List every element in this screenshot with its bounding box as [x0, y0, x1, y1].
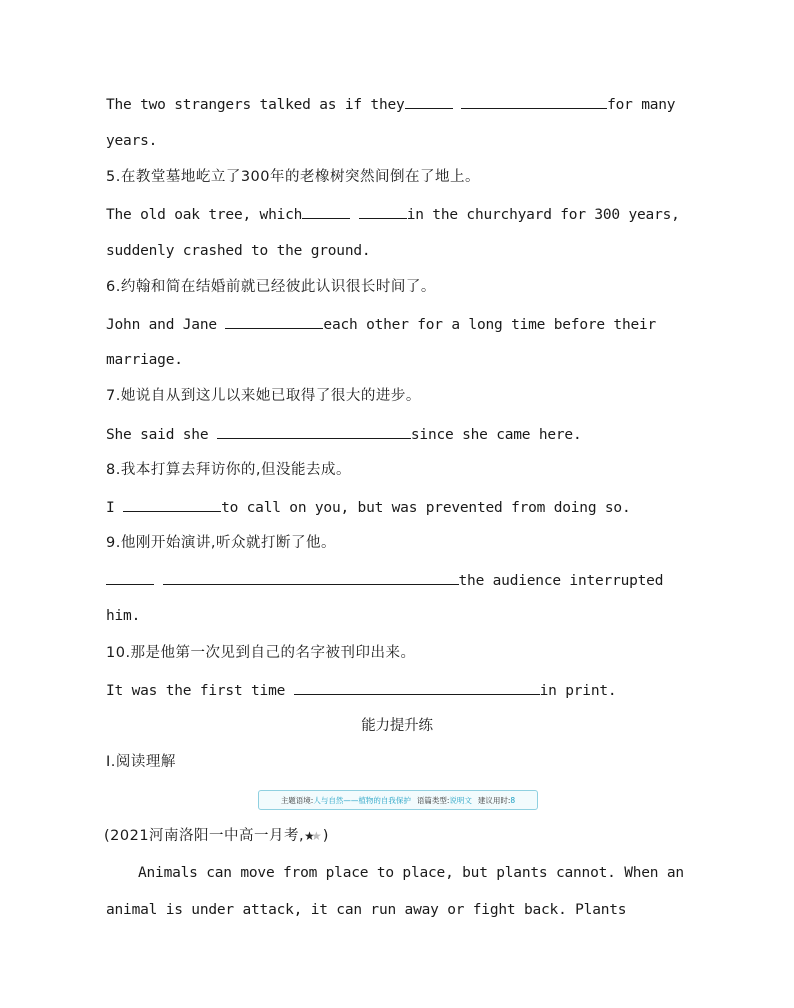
q6-blank[interactable] [225, 314, 323, 329]
time-field [478, 795, 515, 806]
q5-text-after: in the churchyard for 300 years, [406, 207, 680, 223]
theme-label: 主题语境: [280, 795, 314, 805]
q8-text-before: I [106, 500, 115, 516]
q6-chinese-prompt: 6.约翰和简在结婚前就已经彼此认识很长时间了。 [106, 279, 436, 295]
q9-chinese-prompt: 9.他刚开始演讲,听众就打断了他。 [106, 535, 336, 551]
q6-english-line [106, 314, 656, 335]
q8-text-after: to call on you, but was prevented from doing so. [221, 500, 631, 516]
q7-chinese-prompt: 7.她说自从到这儿以来她已取得了很大的进步。 [106, 388, 421, 404]
theme-field [281, 795, 411, 806]
theme-value: 人与自然——植物的自我保护 [313, 795, 411, 805]
q6-text-before: John and Jane [106, 317, 217, 333]
q5-blank-1[interactable] [302, 204, 350, 219]
q5-english-line [106, 204, 680, 225]
q4-text-before: The two strangers talked as if they [106, 97, 405, 113]
part-title: Ⅰ.阅读理解 [106, 754, 176, 770]
type-field [417, 795, 472, 806]
q8-chinese-prompt: 8.我本打算去拜访你的,但没能去成。 [106, 462, 351, 478]
type-value: 说明文 [449, 795, 472, 805]
difficulty-stars [304, 826, 318, 846]
source-text: (2021河南洛阳一中高一月考, [104, 828, 305, 844]
q10-text-after: in print. [539, 683, 617, 699]
q9-blank-2[interactable] [163, 570, 459, 585]
star-empty-icon: ★ [310, 829, 318, 843]
q10-chinese-prompt: 10.那是他第一次见到自己的名字被刊印出来。 [106, 645, 416, 661]
q4-text-after: for many [607, 97, 676, 113]
source-line [104, 826, 329, 846]
q5-blank-2[interactable] [359, 204, 407, 219]
q5-english-cont: suddenly crashed to the ground. [106, 243, 371, 259]
q6-english-cont: marriage. [106, 352, 183, 368]
q8-english-line [106, 497, 631, 518]
q4-blank-2[interactable] [461, 94, 607, 109]
q10-blank[interactable] [294, 680, 540, 695]
q4-english-cont: years. [106, 133, 158, 149]
q9-text-after: the audience interrupted [458, 573, 664, 589]
q10-english-line [106, 680, 616, 701]
star-filled-icon: ★ [304, 829, 311, 843]
q5-text-before: The old oak tree, which [106, 207, 303, 223]
q4-blank-1[interactable] [405, 94, 453, 109]
q4-english-line [106, 94, 675, 115]
type-label: 语篇类型: [416, 795, 450, 805]
passage-line-1: Animals can move from place to place, but plants cannot. When an [138, 865, 684, 881]
q5-chinese-prompt: 5.在教堂墓地屹立了300年的老橡树突然间倒在了地上。 [106, 169, 481, 185]
theme-tag-box [258, 790, 538, 810]
source-close: ) [322, 828, 329, 844]
q9-english-cont: him. [106, 608, 141, 624]
q10-text-before: It was the first time [106, 683, 286, 699]
time-value: 8 [510, 795, 516, 805]
q9-blank-1[interactable] [106, 570, 154, 585]
time-label: 建议用时: [477, 795, 511, 805]
q8-blank[interactable] [123, 497, 221, 512]
q7-blank[interactable] [217, 424, 411, 439]
q6-text-after: each other for a long time before their [323, 317, 657, 333]
q7-text-after: since she came here. [410, 427, 582, 443]
q9-english-line [106, 570, 663, 591]
section-title: 能力提升练 [361, 718, 433, 734]
passage-line-2: animal is under attack, it can run away or fight back. Plants [106, 902, 627, 918]
q7-text-before: She said she [106, 427, 209, 443]
q7-english-line [106, 424, 582, 445]
